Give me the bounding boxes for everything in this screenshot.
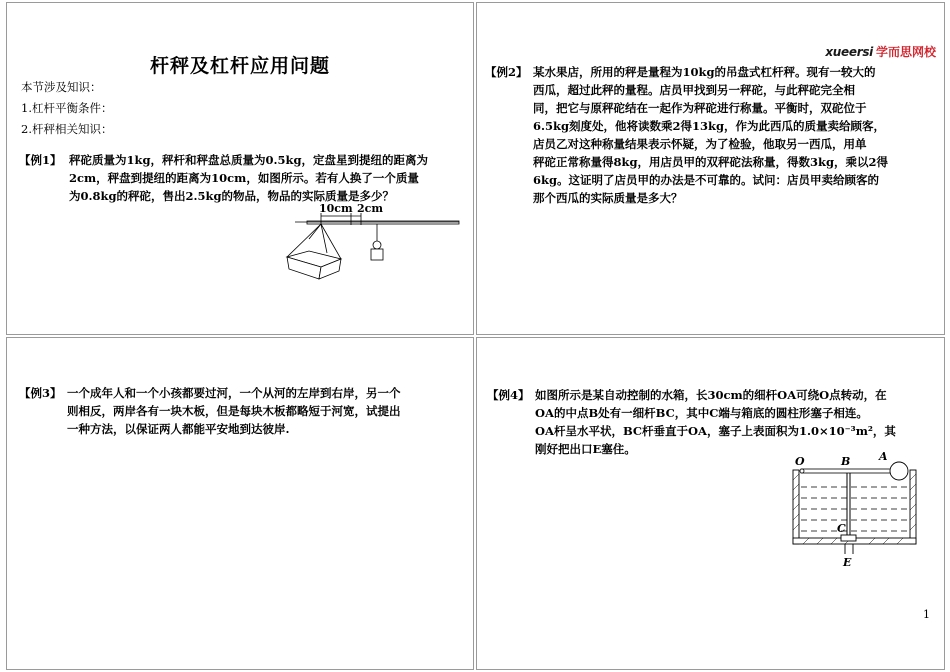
label-C: C: [837, 522, 846, 535]
example-2: [485, 63, 940, 207]
example-1-line-2: 2cm，秤盘到提纽的距离为10cm，如图所示。若有人换了一个质量: [69, 171, 419, 185]
label-O: O: [795, 455, 805, 468]
example-3-line-2: 则相反，两岸各有一块木板，但是每块木板都略短于河宽，试提出: [67, 404, 401, 418]
example-4-line-2: OA的中点B处有一细杆BC，其中C端与箱底的圆柱形塞子相连。: [535, 406, 868, 420]
example-2-line-7: 6kg。这证明了店员甲的办法是不可靠的。试问：店员甲卖给顾客的: [533, 173, 880, 187]
label-B: B: [841, 455, 851, 468]
example-3-line-1: 一个成年人和一个小孩都要过河，一个从河的左岸到右岸，另一个: [67, 386, 401, 400]
example-2-line-1: 某水果店，所用的秤是量程为10kg的吊盘式杠杆秤。现有一较大的: [533, 65, 876, 79]
slide-4: [476, 337, 945, 670]
example-2-line-5: 店员乙对这种称量结果表示怀疑，为了检验，他取另一西瓜，用单: [533, 137, 867, 151]
knowledge-item-1: 1.杠杆平衡条件：: [21, 101, 113, 115]
water-tank-figure: [783, 450, 928, 570]
steelyard-figure: [269, 199, 469, 289]
example-2-line-4: 6.5kg刻度处，他将读数乘2得13kg，作为此西瓜的质量卖给顾客，: [533, 119, 886, 133]
example-3: [19, 384, 469, 438]
dim-2cm: 2cm: [357, 202, 383, 215]
example-1: [19, 151, 469, 205]
dim-10cm: 10cm: [319, 202, 353, 215]
example-4-line-1: 如图所示是某自动控制的水箱，长30cm的细杆OA可绕O点转动，在: [535, 388, 887, 402]
logo-cn: 学而思网校: [875, 45, 936, 59]
slide-2: [476, 2, 945, 335]
example-2-line-6: 秤砣正常称量得8kg，用店员甲的双秤砣法称量，得数3kg，乘以2得: [533, 155, 889, 169]
example-1-tag: 【例1】: [19, 153, 62, 167]
example-3-line-3: 一种方法，以保证两人都能平安地到达彼岸.: [67, 422, 290, 436]
xueersi-logo: [825, 43, 936, 60]
example-1-line-3: 为0.8kg的秤砣，售出2.5kg的物品，物品的实际质量是多少？: [69, 189, 395, 203]
example-4-line-3: OA杆呈水平状，BC杆垂直于OA，塞子上表面积为1.0×10⁻³m²，其: [535, 424, 896, 438]
example-4: [487, 386, 939, 458]
knowledge-heading: 本节涉及知识：: [21, 80, 102, 94]
example-3-tag: 【例3】: [19, 386, 62, 400]
example-2-line-8: 那个西瓜的实际质量是多大？: [533, 191, 683, 205]
slide-3: [6, 337, 474, 670]
example-2-tag: 【例2】: [485, 65, 528, 79]
page-title: 杆秤及杠杆应用问题: [149, 55, 330, 77]
page-number: 1: [923, 608, 930, 621]
example-4-tag: 【例4】: [487, 388, 530, 402]
example-2-line-2: 西瓜，超过此秤的量程。店员甲找到另一秤砣，与此秤砣完全相: [533, 83, 855, 97]
label-E: E: [843, 556, 852, 569]
example-1-line-1: 秤砣质量为1kg，秤杆和秤盘总质量为0.5kg，定盘星到提纽的距离为: [69, 153, 429, 167]
label-A: A: [879, 450, 888, 463]
example-2-line-3: 同，把它与原秤砣结在一起作为秤砣进行称量。平衡时，双砣位于: [533, 101, 867, 115]
slide-1: [6, 2, 474, 335]
logo-en: xueersi: [825, 45, 873, 59]
knowledge-item-2: 2.杆秤相关知识：: [21, 122, 113, 136]
example-4-line-4: 刚好把出口E塞住。: [535, 442, 636, 456]
